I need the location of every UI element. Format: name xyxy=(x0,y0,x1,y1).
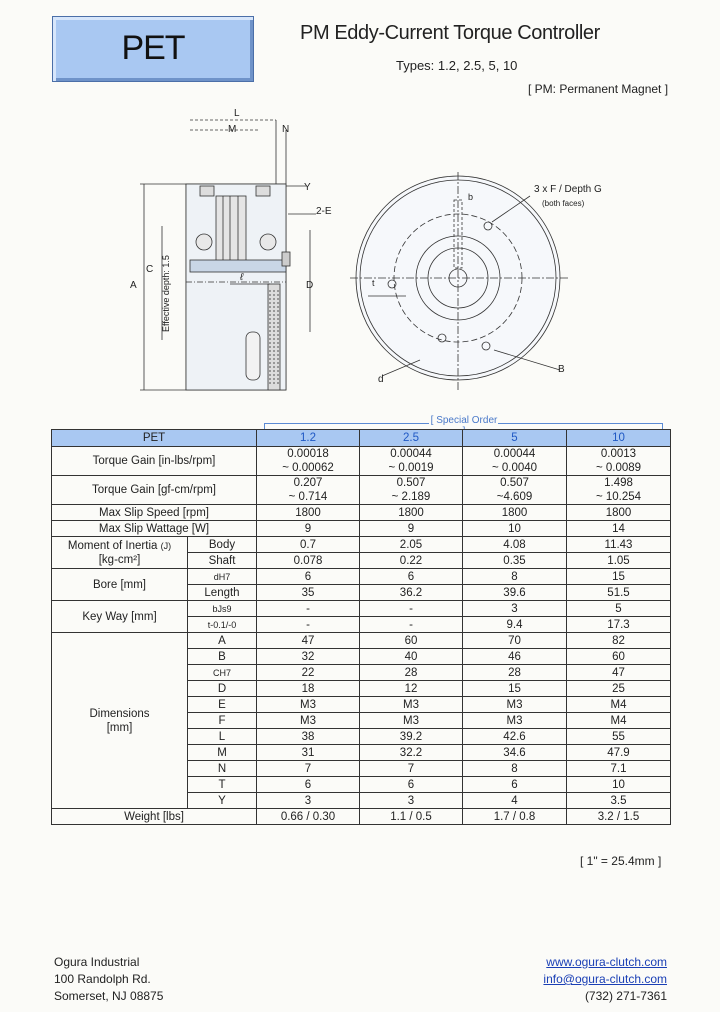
cell-value: 3 xyxy=(463,601,567,617)
sub-label: bJs9 xyxy=(188,601,257,617)
cell-value: 39.6 xyxy=(463,585,567,601)
cell-value: 4.08 xyxy=(463,537,567,553)
label-C: C xyxy=(146,264,154,275)
cell-value: M4 xyxy=(567,697,671,713)
cell-value: M3 xyxy=(360,713,463,729)
header-cell: 2.5 xyxy=(360,430,463,447)
table-row xyxy=(52,809,671,825)
logo-box xyxy=(52,16,254,82)
sub-label: A xyxy=(188,633,257,649)
cell-value: 35 xyxy=(257,585,360,601)
cell-value: 39.2 xyxy=(360,729,463,745)
cell-value: 32 xyxy=(257,649,360,665)
cell-value: 12 xyxy=(360,681,463,697)
cell-value: 10 xyxy=(567,777,671,793)
cell-value: 3 xyxy=(360,793,463,809)
label-N: N xyxy=(282,124,290,135)
cell-value: ~ 0.0040 xyxy=(491,462,538,474)
footer-address xyxy=(54,954,163,1005)
label-d: d xyxy=(378,374,384,385)
row-label: Key Way [mm] xyxy=(52,601,188,633)
cell-value: M3 xyxy=(463,713,567,729)
cell-value: ~ 0.714 xyxy=(288,491,328,503)
footer-contact xyxy=(543,954,667,1005)
cell-value: 1.1 / 0.5 xyxy=(360,809,463,825)
inertia-symbol: (J) xyxy=(160,540,172,551)
cell-value: 46 xyxy=(463,649,567,665)
front-view xyxy=(350,172,570,390)
header-cell: 5 xyxy=(463,430,567,447)
cell-value: 1.498 xyxy=(604,477,633,489)
cell-value: 47.9 xyxy=(567,745,671,761)
cell-value: 47 xyxy=(567,665,671,681)
company-name: Ogura Industrial xyxy=(54,955,140,969)
cell-value: 40 xyxy=(360,649,463,665)
cell-value: 82 xyxy=(567,633,671,649)
cell-value: 0.00018 xyxy=(287,448,329,460)
cell-value: 1.7 / 0.8 xyxy=(463,809,567,825)
cell-value: 0.35 xyxy=(463,553,567,569)
technical-drawing xyxy=(120,100,620,400)
label-FG: 3 x F / Depth G xyxy=(534,184,602,195)
sub-label: B xyxy=(188,649,257,665)
cell-value: 2.05 xyxy=(360,537,463,553)
row-label-inertia xyxy=(52,537,188,569)
cell-value: ~ 0.0019 xyxy=(388,462,434,474)
cell-value: 6 xyxy=(463,777,567,793)
cell-value: 3 xyxy=(257,793,360,809)
cell-value: 1.05 xyxy=(567,553,671,569)
cell-value: M3 xyxy=(463,697,567,713)
sub-label: T xyxy=(188,777,257,793)
table-row xyxy=(52,476,671,505)
cell-value: 60 xyxy=(360,633,463,649)
table-row xyxy=(52,569,671,585)
cell-value: - xyxy=(257,601,360,617)
city-address: Somerset, NJ 08875 xyxy=(54,989,164,1003)
cell-value: 6 xyxy=(257,777,360,793)
cell-value: 14 xyxy=(567,521,671,537)
sub-label: t-0.1/-0 xyxy=(188,617,257,633)
table-row xyxy=(52,537,671,553)
cell-value: 8 xyxy=(463,569,567,585)
sub-label: Y xyxy=(188,793,257,809)
cell-value: 55 xyxy=(567,729,671,745)
table-row xyxy=(52,447,671,476)
sub-label: F xyxy=(188,713,257,729)
cell-value: - xyxy=(360,601,463,617)
cell-value: 3.5 xyxy=(567,793,671,809)
cell-value: 7 xyxy=(360,761,463,777)
sub-label: Body xyxy=(188,537,257,553)
label-D: D xyxy=(306,280,314,291)
special-order-bracket xyxy=(258,415,668,429)
cell-value: 3.2 / 1.5 xyxy=(567,809,671,825)
header-cell: 1.2 xyxy=(257,430,360,447)
types-subtitle: Types: 1.2, 2.5, 5, 10 xyxy=(396,58,518,73)
cell-value: 9 xyxy=(257,521,360,537)
cell-value: 0.078 xyxy=(257,553,360,569)
row-label: Bore [mm] xyxy=(52,569,188,601)
cell-value: 4 xyxy=(463,793,567,809)
cell-value: 36.2 xyxy=(360,585,463,601)
cell-value: 15 xyxy=(463,681,567,697)
label-l: ℓ xyxy=(240,272,244,283)
row-label: Torque Gain [gf-cm/rpm] xyxy=(52,476,257,505)
label-both-faces: (both faces) xyxy=(542,199,585,208)
cell-value: - xyxy=(257,617,360,633)
cell-value: 0.00044 xyxy=(493,448,536,460)
cell-value: 31 xyxy=(257,745,360,761)
cell-value: ~4.609 xyxy=(496,491,533,503)
cell-value: 9.4 xyxy=(463,617,567,633)
phone-number: (732) 271-7361 xyxy=(584,989,667,1003)
sub-label: CH7 xyxy=(188,665,257,681)
inertia-unit: [kg-cm²] xyxy=(98,553,141,566)
sub-label: N xyxy=(188,761,257,777)
side-view xyxy=(140,120,316,390)
cell-value: 32.2 xyxy=(360,745,463,761)
cell-value: 0.507 xyxy=(396,477,426,489)
table-header-row xyxy=(52,430,671,447)
cell-value: 10 xyxy=(463,521,567,537)
cell-value: 6 xyxy=(360,569,463,585)
header-cell-model: PET xyxy=(52,430,257,447)
label-L: L xyxy=(234,108,240,119)
cell-value: 0.0013 xyxy=(600,448,637,460)
cell-value: 60 xyxy=(567,649,671,665)
label-Y: Y xyxy=(304,182,311,193)
cell-value: 25 xyxy=(567,681,671,697)
cell-value: 0.66 / 0.30 xyxy=(257,809,360,825)
cell-value: 7.1 xyxy=(567,761,671,777)
table-row xyxy=(52,505,671,521)
cell-value: 0.7 xyxy=(257,537,360,553)
cell-value: 0.507 xyxy=(500,477,529,489)
cell-value: M3 xyxy=(257,713,360,729)
row-label: Torque Gain [in-lbs/rpm] xyxy=(52,447,257,476)
cell-value: 1800 xyxy=(463,505,567,521)
email-link[interactable]: info@ogura-clutch.com xyxy=(543,972,667,986)
cell-value: 17.3 xyxy=(567,617,671,633)
dimensions-label: Dimensions xyxy=(89,707,150,720)
cell-value: 9 xyxy=(360,521,463,537)
logo-text: PET xyxy=(121,29,185,67)
cell-value: M3 xyxy=(257,697,360,713)
dimensions-unit: [mm] xyxy=(106,721,133,734)
pm-note: [ PM: Permanent Magnet ] xyxy=(528,82,669,96)
table-row xyxy=(52,633,671,649)
cell-value: 6 xyxy=(257,569,360,585)
cell-value: 47 xyxy=(257,633,360,649)
cell-value: 38 xyxy=(257,729,360,745)
cell-value: ~ 2.189 xyxy=(391,491,431,503)
table-row xyxy=(52,521,671,537)
cell-value: 28 xyxy=(360,665,463,681)
cell-value: 1800 xyxy=(567,505,671,521)
cell-value: 0.207 xyxy=(293,477,323,489)
header-cell: 10 xyxy=(567,430,671,447)
row-label: Weight [lbs] xyxy=(52,809,257,825)
cell-value: M4 xyxy=(567,713,671,729)
website-link[interactable]: www.ogura-clutch.com xyxy=(546,955,667,969)
label-effective-depth: Effective depth: 1.5 xyxy=(161,255,171,332)
label-b: b xyxy=(468,192,474,202)
sub-label: L xyxy=(188,729,257,745)
label-t: t xyxy=(372,278,375,288)
cell-value: 15 xyxy=(567,569,671,585)
cell-value: 28 xyxy=(463,665,567,681)
cell-value: 34.6 xyxy=(463,745,567,761)
unit-conversion-note: [ 1" = 25.4mm ] xyxy=(580,854,662,868)
cell-value: M3 xyxy=(360,697,463,713)
sub-label: E xyxy=(188,697,257,713)
special-order-label: [ Special Order xyxy=(430,415,498,426)
inertia-label: Moment of Inertia xyxy=(67,539,158,552)
cell-value: 18 xyxy=(257,681,360,697)
row-label-dimensions xyxy=(52,633,188,809)
label-A: A xyxy=(130,280,137,291)
cell-value: ~ 0.0089 xyxy=(595,462,642,474)
cell-value: ~ 10.254 xyxy=(595,491,642,503)
sub-label: Length xyxy=(188,585,257,601)
sub-label: D xyxy=(188,681,257,697)
cell-value: 51.5 xyxy=(567,585,671,601)
sub-label: dH7 xyxy=(188,569,257,585)
row-label: Max Slip Wattage [W] xyxy=(52,521,257,537)
cell-value: - xyxy=(360,617,463,633)
cell-value: ~ 0.00062 xyxy=(282,462,334,474)
sub-label: Shaft xyxy=(188,553,257,569)
cell-value: 5 xyxy=(567,601,671,617)
cell-value: 70 xyxy=(463,633,567,649)
spec-table xyxy=(51,429,671,825)
cell-value: 1800 xyxy=(360,505,463,521)
row-label: Max Slip Speed [rpm] xyxy=(52,505,257,521)
label-B: B xyxy=(558,364,565,375)
cell-value: 0.00044 xyxy=(390,448,432,460)
page-title: PM Eddy-Current Torque Controller xyxy=(300,22,600,44)
cell-value: 22 xyxy=(257,665,360,681)
cell-value: 11.43 xyxy=(567,537,671,553)
cell-value: 1800 xyxy=(257,505,360,521)
label-2E: 2-E xyxy=(316,206,332,217)
cell-value: 0.22 xyxy=(360,553,463,569)
street-address: 100 Randolph Rd. xyxy=(54,972,151,986)
cell-value: 8 xyxy=(463,761,567,777)
cell-value: 42.6 xyxy=(463,729,567,745)
table-row xyxy=(52,601,671,617)
sub-label: M xyxy=(188,745,257,761)
cell-value: 7 xyxy=(257,761,360,777)
label-M: M xyxy=(228,124,237,135)
cell-value: 6 xyxy=(360,777,463,793)
